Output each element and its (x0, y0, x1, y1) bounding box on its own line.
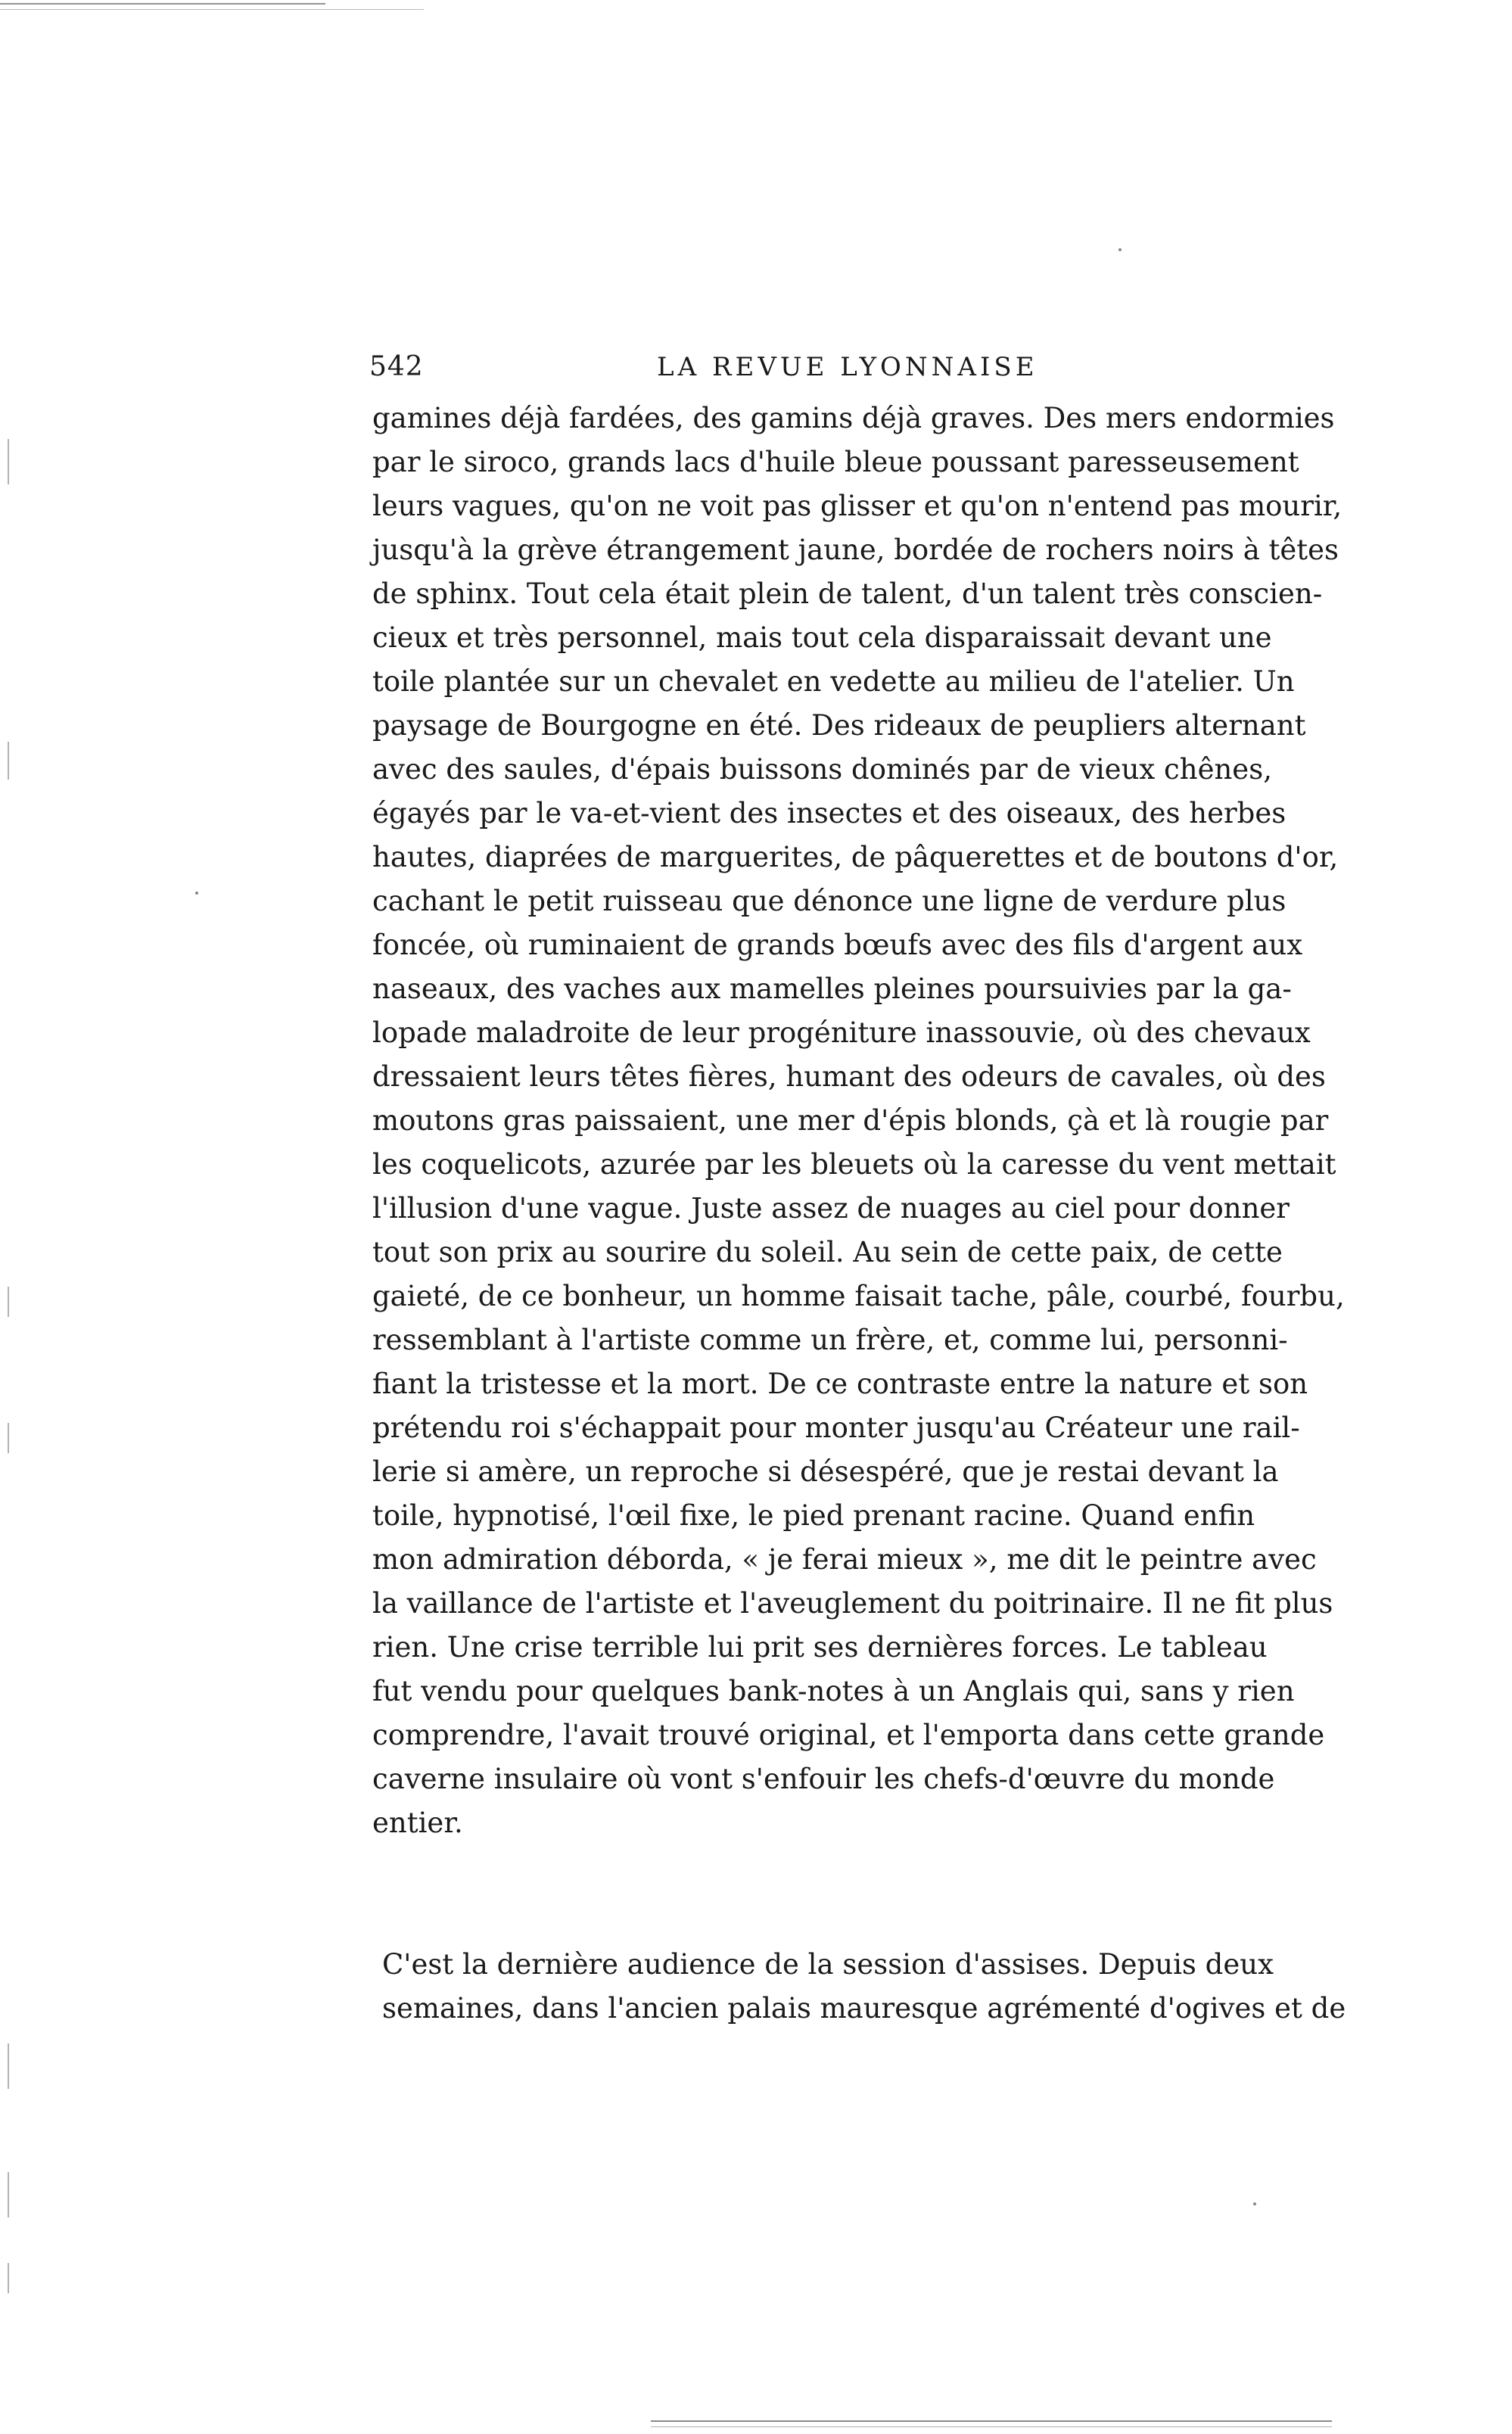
page-header (369, 344, 1300, 390)
text-line: lerie si amère, un reproche si désespéré, que je restai devant la (372, 1455, 1279, 1488)
text-line: foncée, où ruminaient de grands bœufs avec des fils d'argent aux (372, 929, 1303, 961)
text-line: entier. (372, 1807, 463, 1839)
text-line: fut vendu pour quelques bank-notes à un Anglais qui, sans y rien (372, 1675, 1295, 1707)
text-line: toile, hypnotisé, l'œil fixe, le pied prenant racine. Quand enfin (372, 1499, 1255, 1532)
running-title: LA REVUE LYONNAISE (657, 352, 1038, 382)
text-line: leurs vagues, qu'on ne voit pas glisser et qu'on n'entend pas mourir, (372, 490, 1342, 522)
text-line: semaines, dans l'ancien palais mauresque agrémenté d'ogives et de (382, 1992, 1346, 2025)
margin-scan-mark (8, 2172, 9, 2218)
bottom-edge-rule (651, 2420, 1332, 2422)
text-line: lopade maladroite de leur progéniture inassouvie, où des chevaux (372, 1016, 1311, 1049)
scan-speck (1118, 248, 1122, 251)
text-line: mon admiration déborda, « je ferai mieux », me dit le peintre avec (372, 1543, 1317, 1576)
top-edge-rule-thin (0, 9, 424, 10)
margin-scan-mark (8, 1423, 9, 1453)
text-line: l'illusion d'une vague. Juste assez de nuages au ciel pour donner (372, 1192, 1290, 1225)
text-line: avec des saules, d'épais buissons dominés par de vieux chênes, (372, 753, 1272, 786)
bottom-edge-rule-thin (651, 2426, 1332, 2427)
text-line: par le siroco, grands lacs d'huile bleue poussant paresseusement (372, 446, 1299, 478)
text-line: C'est la dernière audience de la session d'assises. Depuis deux (382, 1948, 1274, 1981)
text-line: fiant la tristesse et la mort. De ce contraste entre la nature et son (372, 1368, 1308, 1400)
text-line: égayés par le va-et-vient des insectes et des oiseaux, des herbes (372, 797, 1286, 829)
text-line: dressaient leurs têtes fières, humant des odeurs de cavales, où des (372, 1060, 1326, 1093)
text-line: naseaux, des vaches aux mamelles pleines poursuivies par la ga- (372, 973, 1292, 1005)
top-edge-rule (0, 3, 325, 5)
text-line: comprendre, l'avait trouvé original, et l'emporta dans cette grande (372, 1719, 1325, 1751)
text-line: la vaillance de l'artiste et l'aveuglement du poitrinaire. Il ne fit plus (372, 1587, 1333, 1620)
text-line: de sphinx. Tout cela était plein de talent, d'un talent très conscien- (372, 577, 1323, 610)
text-line: cachant le petit ruisseau que dénonce une ligne de verdure plus (372, 885, 1286, 917)
text-line: caverne insulaire où vont s'enfouir les chefs-d'œuvre du monde (372, 1763, 1275, 1795)
text-line: prétendu roi s'échappait pour monter jusqu'au Créateur une rail- (372, 1412, 1300, 1444)
text-line: moutons gras paissaient, une mer d'épis blonds, çà et là rougie par (372, 1104, 1329, 1137)
scan-speck (1253, 2202, 1256, 2205)
scan-speck (195, 892, 198, 895)
text-line: tout son prix au sourire du soleil. Au sein de cette paix, de cette (372, 1236, 1283, 1268)
text-line: hautes, diaprées de marguerites, de pâquerettes et de boutons d'or, (372, 841, 1339, 873)
text-line: ressemblant à l'artiste comme un frère, et, comme lui, personni- (372, 1324, 1288, 1356)
margin-scan-mark (8, 742, 9, 780)
margin-scan-mark (8, 2043, 9, 2089)
text-line: gamines déjà fardées, des gamins déjà graves. Des mers endormies (372, 402, 1335, 434)
text-line: les coquelicots, azurée par les bleuets où la caresse du vent mettait (372, 1148, 1336, 1181)
text-line: gaieté, de ce bonheur, un homme faisait tache, pâle, courbé, fourbu, (372, 1280, 1345, 1312)
text-line: paysage de Bourgogne en été. Des rideaux de peupliers alternant (372, 709, 1306, 742)
text-line: jusqu'à la grève étrangement jaune, bordée de rochers noirs à têtes (372, 534, 1339, 566)
text-line: toile plantée sur un chevalet en vedette au milieu de l'atelier. Un (372, 665, 1295, 698)
margin-scan-mark (8, 439, 9, 484)
text-line: cieux et très personnel, mais tout cela disparaissait devant une (372, 621, 1272, 654)
margin-scan-mark (8, 2263, 9, 2293)
text-line: rien. Une crise terrible lui prit ses dernières forces. Le tableau (372, 1631, 1268, 1664)
margin-scan-mark (8, 1287, 9, 1317)
page-number: 542 (369, 351, 424, 382)
